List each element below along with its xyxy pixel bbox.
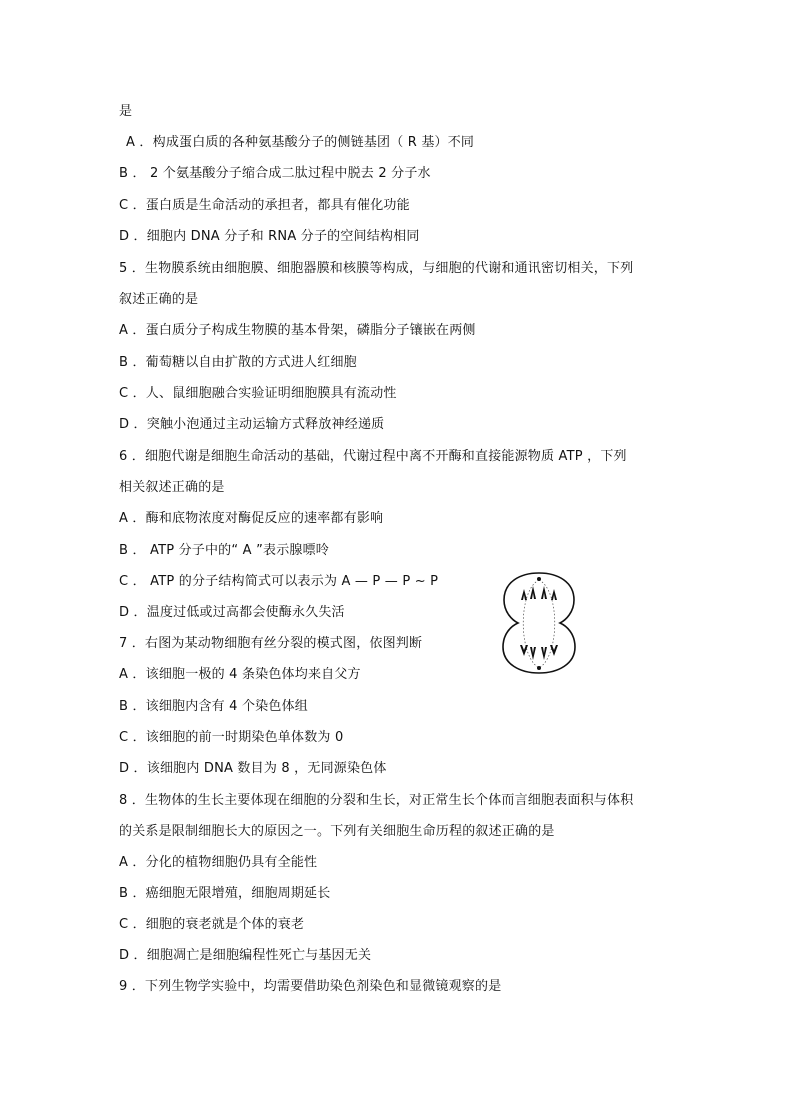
q7-stem: 7 ．右图为某动物细胞有丝分裂的模式图，依图判断: [119, 636, 423, 651]
q6-option-a: A ．酶和底物浓度对酶促反应的速率都有影响: [119, 511, 384, 526]
upper-chromosome-4: [551, 589, 557, 600]
q4-option-a: A ．构成蛋白质的各种氨基酸分子的侧链基团（ R 基）不同: [126, 135, 475, 150]
lower-chromosome-2: [530, 647, 536, 660]
q5-option-a: A ．蛋白质分子构成生物膜的基本骨架，磷脂分子镶嵌在两侧: [119, 323, 476, 338]
q6-option-b: B ． ATP 分子中的“ A ”表示腺嘌呤: [119, 543, 330, 558]
upper-chromosome-3: [541, 586, 547, 599]
q5-option-d: D ．突触小泡通过主动运输方式释放神经递质: [119, 417, 385, 432]
q9-stem: 9 ．下列生物学实验中，均需要借助染色剂染色和显微镜观察的是: [119, 979, 502, 994]
lower-chromosome-3: [541, 647, 547, 660]
q7-option-c: C ．该细胞的前一时期染色单体数为 0: [119, 730, 344, 745]
q8-stem-line-1: 8 ．生物体的生长主要体现在细胞的分裂和生长，对正常生长个体而言细胞表面积与体积: [119, 793, 634, 808]
q6-stem-line-1: 6 ．细胞代谢是细胞生命活动的基础，代谢过程中离不开酶和直接能源物质 ATP ，下列: [119, 449, 627, 464]
q7-option-a: A ．该细胞一极的 4 条染色体均来自父方: [119, 667, 361, 682]
q5-stem-line-1: 5 ．生物膜系统由细胞膜、细胞器膜和核膜等构成，与细胞的代谢和通讯密切相关，下列: [119, 261, 634, 276]
q6-stem-line-2: 相关叙述正确的是: [119, 480, 225, 495]
q5-option-b: B ．葡萄糖以自由扩散的方式进人红细胞: [119, 355, 357, 370]
lower-chromosome-1: [520, 645, 528, 656]
q8-stem-line-2: 的关系是限制细胞长大的原因之一。下列有关细胞生命历程的叙述正确的是: [119, 824, 555, 839]
lower-centriole: [537, 666, 541, 670]
q7-option-d: D ．该细胞内 DNA 数目为 8 ，无同源染色体: [119, 761, 387, 776]
q6-option-d: D ．温度过低或过高都会使酶永久失活: [119, 605, 345, 620]
upper-centriole: [537, 577, 541, 581]
q5-option-c: C ．人、鼠细胞融合实验证明细胞膜具有流动性: [119, 386, 397, 401]
lower-chromosome-4: [550, 645, 558, 656]
q4-option-d: D ．细胞内 DNA 分子和 RNA 分子的空间结构相同: [119, 229, 420, 244]
q6-option-c: C ． ATP 的分子结构简式可以表示为 A — P — P ~ P: [119, 574, 439, 589]
text-line-continuation: 是: [119, 104, 133, 119]
q8-option-a: A ．分化的植物细胞仍具有全能性: [119, 855, 318, 870]
upper-chromosome-1: [521, 589, 527, 600]
q4-option-c: C ．蛋白质是生命活动的承担者，都具有催化功能: [119, 198, 410, 213]
q8-option-b: B ．癌细胞无限增殖，细胞周期延长: [119, 886, 331, 901]
q5-stem-line-2: 叙述正确的是: [119, 292, 199, 307]
q8-option-d: D ．细胞凋亡是细胞编程性死亡与基因无关: [119, 948, 372, 963]
q8-option-c: C ．细胞的衰老就是个体的衰老: [119, 917, 305, 932]
mitosis-cell-figure: [498, 570, 580, 676]
q7-option-b: B ．该细胞内含有 4 个染色体组: [119, 699, 308, 714]
q4-option-b: B ． 2 个氨基酸分子缩合成二肽过程中脱去 2 分子水: [119, 166, 431, 181]
